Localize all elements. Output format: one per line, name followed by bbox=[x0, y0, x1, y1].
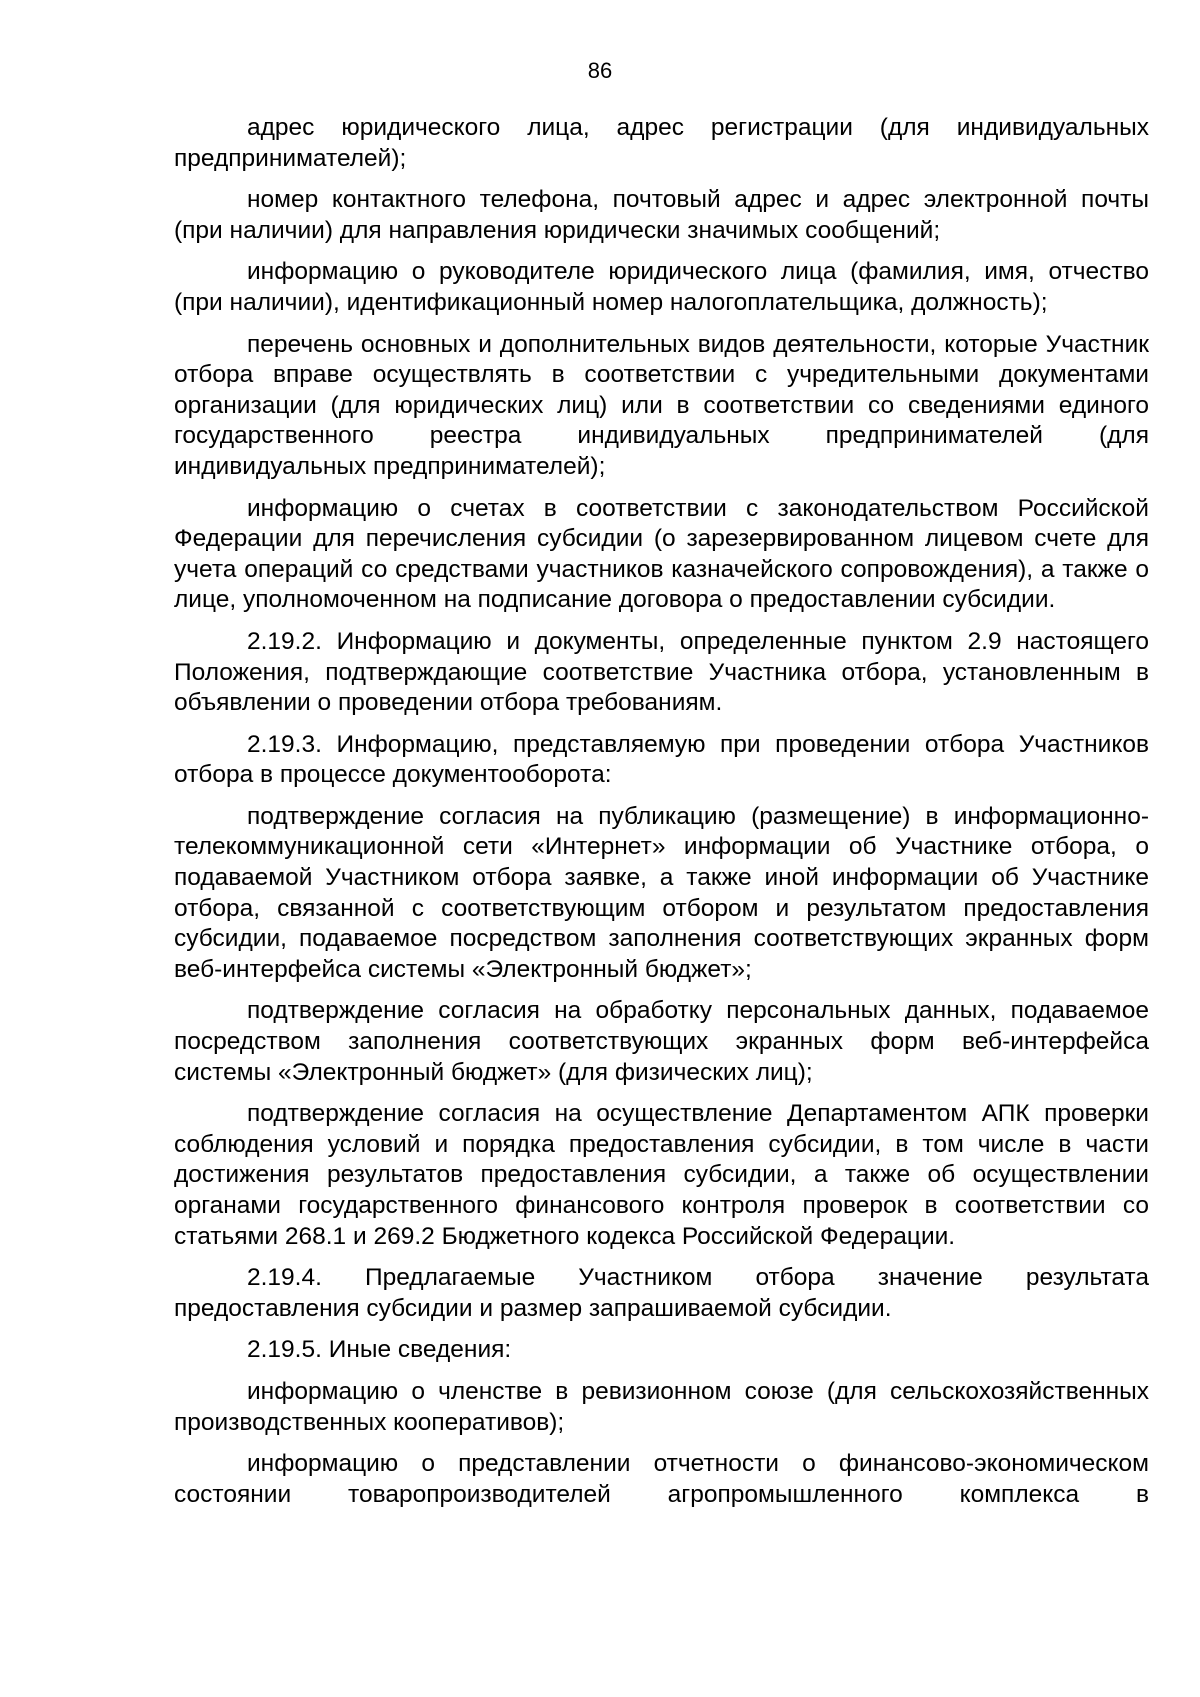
paragraph-head-info: информацию о руководителе юридического лица (фамилия, имя, отчество (при наличии), идентификационный номер налогоплательщика, должность); bbox=[174, 258, 1149, 316]
paragraph-audit-union: информацию о членстве в ревизионном союзе (для сельскохозяйственных производственных кооперативов); bbox=[174, 1377, 1149, 1436]
paragraph-2-19-2: 2.19.2. Информацию и документы, определенные пунктом 2.9 настоящего Положения, подтверждающие соответствие Участника отбора, установленным в объявлении о проведении отбора требованиям. bbox=[174, 627, 1149, 717]
paragraph-activities-list: перечень основных и дополнительных видов деятельности, которые Участник отбора вправе осуществлять в соответствии с учредительными документами организации (для юридических лиц) или в соответствии со сведениями единого государственного реестра индивидуальных предпринимателей (для индивидуальных предпринимателей); bbox=[174, 330, 1149, 480]
paragraph-accounts-info: информацию о счетах в соответствии с законодательством Российской Федерации для перечисления субсидии (о зарезервированном лицевом счете для учета операций со средствами участников казначейского сопровождения), а также о лице, уполномоченном на подписание договора о предоставлении субсидии. bbox=[174, 494, 1149, 614]
paragraph-contact-info: номер контактного телефона, почтовый адрес и адрес электронной почты (при наличии) для направления юридически значимых сообщений; bbox=[174, 186, 1149, 244]
paragraph-2-19-3: 2.19.3. Информацию, представляемую при проведении отбора Участников отбора в процессе документооборота: bbox=[174, 730, 1149, 789]
paragraph-inspection-consent: подтверждение согласия на осуществление Департаментом АПК проверки соблюдения условий и порядка предоставления субсидии, в том числе в части достижения результатов предоставления субсидии, а также об осуществлении органами государственного финансового контроля проверок в соответствии со статьями 268.1 и 269.2 Бюджетного кодекса Российской Федерации. bbox=[174, 1100, 1149, 1250]
paragraph-reporting: информацию о представлении отчетности о финансово-экономическом состоянии товаропроизводителей агропромышленного комплекса в bbox=[174, 1450, 1149, 1508]
page-number: 86 bbox=[587, 58, 613, 83]
paragraph-2-19-5: 2.19.5. Иные сведения: bbox=[247, 1336, 512, 1364]
paragraph-legal-address: адрес юридического лица, адрес регистрации (для индивидуальных предпринимателей); bbox=[174, 114, 1149, 172]
paragraph-publication-consent: подтверждение согласия на публикацию (размещение) в информационно-телекоммуникационной сети «Интернет» информации об Участнике отбора, о подаваемой Участником отбора заявке, а также иной информации об Участнике отбора, связанной с соответствующим отбором и результатом предоставления субсидии, подаваемое посредством заполнения соответствующих экранных форм веб-интерфейса системы «Электронный бюджет»; bbox=[174, 802, 1149, 983]
paragraph-2-19-4: 2.19.4. Предлагаемые Участником отбора значение результата предоставления субсидии и размер запрашиваемой субсидии. bbox=[174, 1264, 1149, 1322]
paragraph-personal-data-consent: подтверждение согласия на обработку персональных данных, подаваемое посредством заполнения соответствующих экранных форм веб-интерфейса системы «Электронный бюджет» (для физических лиц); bbox=[174, 997, 1149, 1086]
document-body bbox=[174, 113, 1149, 1510]
